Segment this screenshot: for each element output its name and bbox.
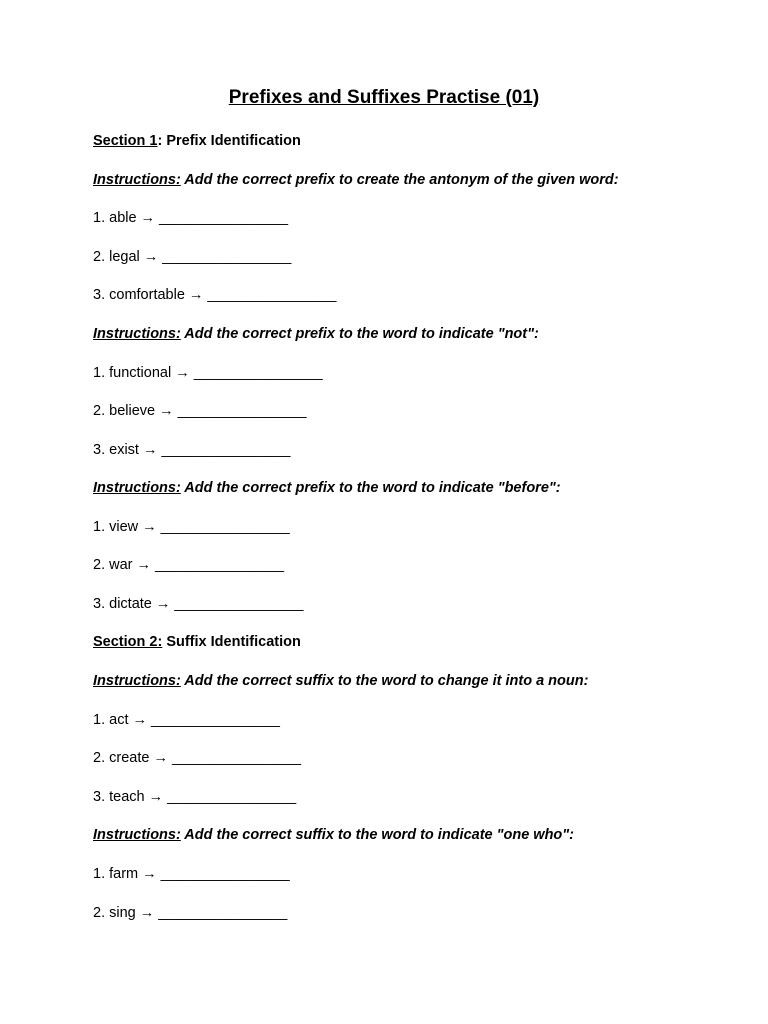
exercise-item (93, 402, 307, 420)
instruction-label: Instructions: (93, 673, 181, 689)
item-number: 3. (93, 789, 106, 805)
item-number: 1. (93, 712, 106, 728)
item-word: dictate (109, 596, 152, 612)
item-word: comfortable (109, 287, 185, 303)
answer-blank[interactable]: ________________ (161, 442, 291, 458)
exercise-item (93, 209, 288, 227)
instruction-text: Add the correct suffix to the word to change it into a noun: (180, 673, 589, 689)
item-number: 2. (93, 403, 106, 419)
section-label: Section 1 (93, 133, 158, 149)
item-number: 2. (93, 249, 106, 265)
exercise-item (93, 595, 303, 613)
arrow-icon: → (142, 442, 158, 458)
exercise-item (93, 711, 280, 729)
answer-blank[interactable]: ________________ (177, 403, 307, 419)
item-word: war (109, 557, 133, 573)
instruction-text: Add the correct prefix to the word to indicate "not": (180, 326, 539, 342)
item-word: teach (109, 789, 145, 805)
arrow-icon: → (143, 249, 159, 265)
item-number: 2. (93, 557, 106, 573)
answer-blank[interactable]: ________________ (160, 866, 290, 882)
answer-blank[interactable]: ________________ (207, 287, 337, 303)
exercise-item (93, 441, 290, 459)
section-1-heading (93, 132, 301, 150)
instruction-label: Instructions: (93, 172, 181, 188)
item-word: functional (109, 365, 172, 381)
arrow-icon: → (139, 905, 155, 921)
answer-blank[interactable]: ________________ (162, 249, 292, 265)
item-number: 3. (93, 442, 106, 458)
item-word: create (109, 750, 150, 766)
exercise-item (93, 788, 296, 806)
instruction-text: Add the correct suffix to the word to indicate "one who": (180, 827, 574, 843)
instruction (93, 672, 588, 690)
section-title: Prefix Identification (162, 133, 301, 149)
item-word: farm (109, 866, 139, 882)
section-2-heading (93, 633, 301, 651)
instruction-text: Add the correct prefix to the word to indicate "before": (180, 480, 561, 496)
item-word: view (109, 519, 139, 535)
item-word: exist (109, 442, 139, 458)
exercise-item (93, 286, 336, 304)
arrow-icon: → (155, 596, 171, 612)
arrow-icon: → (148, 789, 164, 805)
instruction (93, 826, 574, 844)
item-word: believe (109, 403, 156, 419)
exercise-item (93, 364, 323, 382)
section-title: Suffix Identification (162, 634, 301, 650)
arrow-icon: → (175, 365, 190, 381)
arrow-icon: → (140, 210, 156, 226)
item-word: act (109, 712, 129, 728)
exercise-item (93, 865, 290, 883)
instruction-text: Add the correct prefix to create the antonym of the given word: (180, 172, 619, 188)
item-number: 1. (93, 365, 106, 381)
item-number: 1. (93, 210, 106, 226)
item-word: sing (109, 905, 136, 921)
instruction-label: Instructions: (93, 326, 181, 342)
exercise-item (93, 904, 287, 922)
arrow-icon: → (142, 519, 157, 535)
item-number: 3. (93, 287, 106, 303)
section-separator: : (157, 133, 163, 149)
item-word: able (109, 210, 137, 226)
answer-blank[interactable]: ________________ (158, 905, 288, 921)
item-word: legal (109, 249, 140, 265)
answer-blank[interactable]: ________________ (150, 712, 280, 728)
answer-blank[interactable]: ________________ (155, 557, 285, 573)
arrow-icon: → (188, 287, 204, 303)
instruction-label: Instructions: (93, 827, 181, 843)
answer-blank[interactable]: ________________ (159, 210, 289, 226)
section-label: Section 2: (93, 634, 163, 650)
answer-blank[interactable]: ________________ (193, 365, 323, 381)
exercise-item (93, 556, 284, 574)
arrow-icon: → (132, 712, 147, 728)
exercise-item (93, 749, 301, 767)
instruction (93, 479, 561, 497)
arrow-icon: → (153, 750, 168, 766)
item-number: 1. (93, 519, 106, 535)
exercise-item (93, 518, 290, 536)
page-title: Prefixes and Suffixes Practise (01) (228, 87, 540, 108)
instruction (93, 171, 619, 189)
arrow-icon: → (136, 557, 151, 573)
item-number: 1. (93, 866, 106, 882)
answer-blank[interactable]: ________________ (171, 750, 301, 766)
item-number: 3. (93, 596, 106, 612)
exercise-item (93, 248, 291, 266)
item-number: 2. (93, 905, 106, 921)
instruction-label: Instructions: (93, 480, 181, 496)
arrow-icon: → (142, 866, 157, 882)
answer-blank[interactable]: ________________ (160, 519, 290, 535)
instruction (93, 325, 539, 343)
answer-blank[interactable]: ________________ (167, 789, 297, 805)
answer-blank[interactable]: ________________ (174, 596, 304, 612)
item-number: 2. (93, 750, 106, 766)
arrow-icon: → (159, 403, 174, 419)
